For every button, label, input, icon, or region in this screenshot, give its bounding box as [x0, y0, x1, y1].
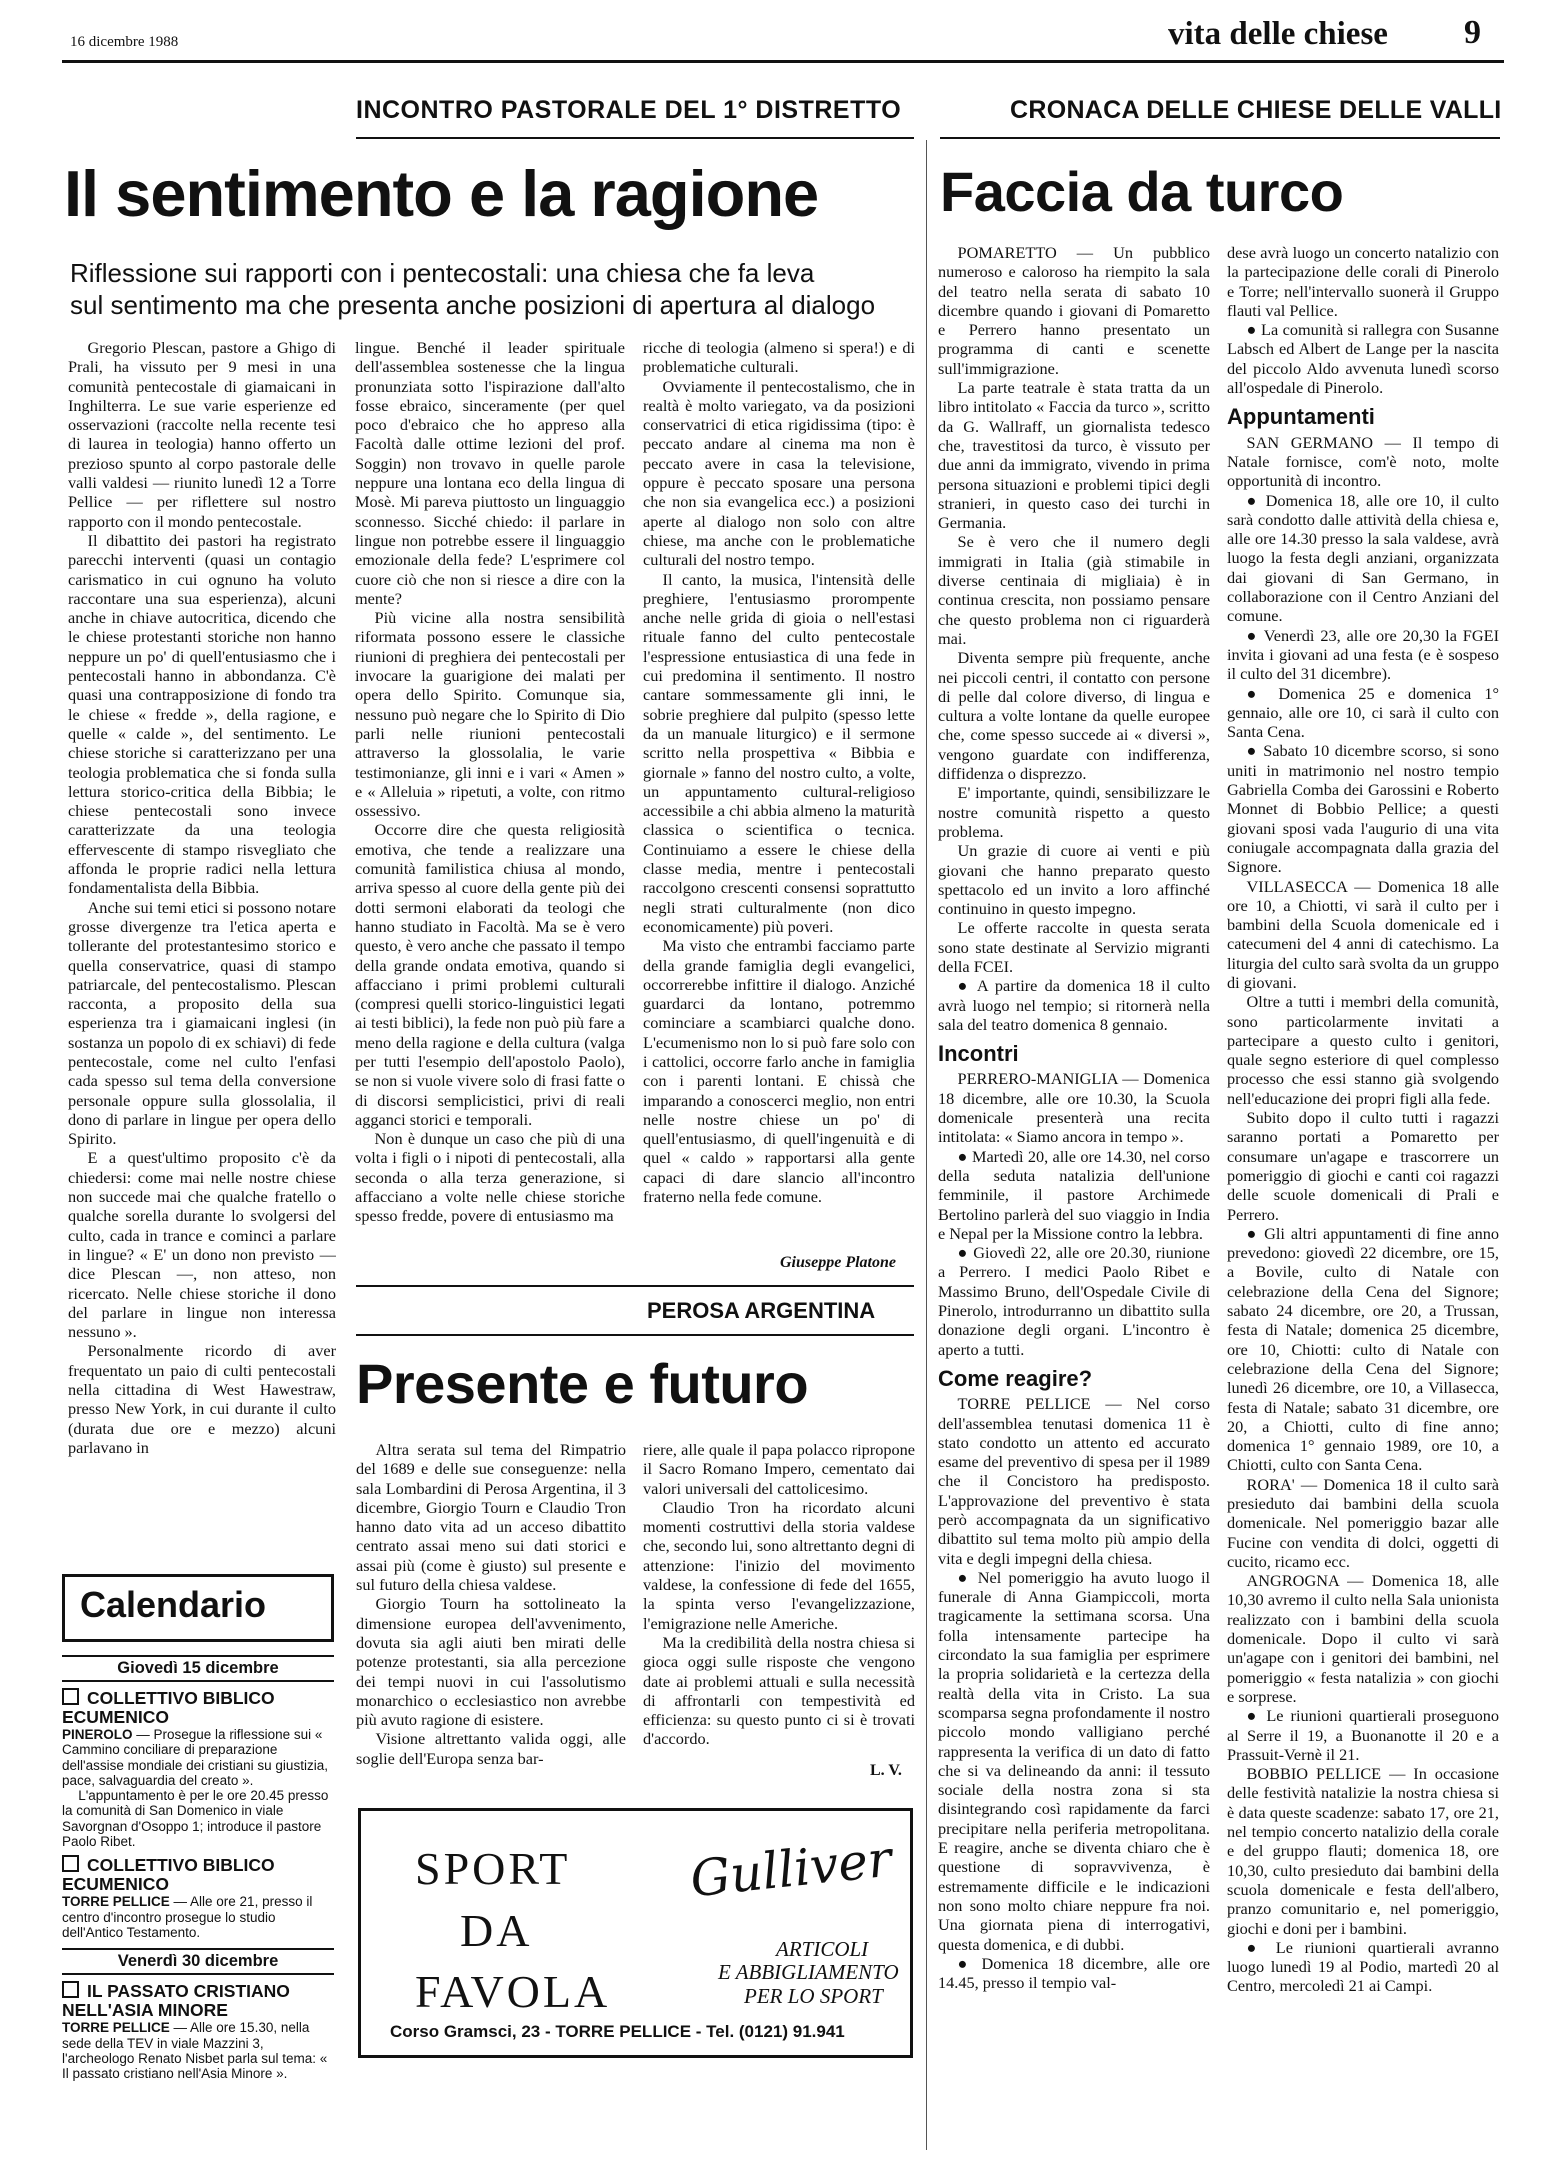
- ad-address: Corso Gramsci, 23 - TORRE PELLICE - Tel. (0121) 91.941: [390, 2022, 845, 2041]
- left-subhead-2: sul sentimento ma che presenta anche posizioni di apertura al dialogo: [70, 290, 876, 320]
- paragraph: TORRE PELLICE — Nel corso dell'assemblea tenutasi domenica 11 è stato condotto un attento ed accurato esame del preventivo di spesa per il 1989 che il Concistoro ha predisposto. L'approvazione del preventivo è stata però accompagnata da un significativo dibattito sul tema molto più ampio della vita e degli impegni della chiesa.: [938, 1394, 1210, 1568]
- paragraph: ● Domenica 25 e domenica 1° gennaio, alle ore 10, ci sarà il culto con Santa Cena.: [1227, 683, 1499, 742]
- left-story-col1: [68, 338, 336, 1560]
- paragraph: Claudio Tron ha ricordato alcuni momenti costruttivi della storia valdese che, secondo lui, sono altrettanto degni di attenzione: l'inizio del movimento valdese, la confessione di fede del 1655, la spinta verso l'evangelizzazione, l'emigrazione nelle Americhe.: [643, 1497, 915, 1633]
- perosa-kicker: PEROSA ARGENTINA: [647, 1298, 876, 1323]
- paragraph: POMARETTO — Un pubblico numeroso e caloroso ha riempito la sala del teatro nella serata di sabato 10 dicembre quando i giovani di Pomaretto e Perrero hanno presentato un programma di canti e scenette sull'immigrazione.: [938, 243, 1210, 378]
- perosa-rule-top: [356, 1285, 914, 1287]
- paragraph: Personalmente ricordo di aver frequentato un paio di culti pentecostali nella cittadina di West Hawestraw, presso New York, in cui durante il culto (durata due ore e mezzo) alcuni parlavano in: [68, 1341, 336, 1457]
- paragraph: Ovviamente il pentecostalismo, che in realtà è molto variegato, va da posizioni conservatrici di etica rigidissima (tipo: è peccato andare al cinema ma non è peccato avere in casa la televisione, oppure è peccato sposare una persona che non sia evangelica ecc.) a posizioni aperte al dialogo non solo con altre chiese, ma anche con le problematiche culturali del nostro tempo.: [643, 376, 915, 570]
- paragraph: Giorgio Tourn ha sottolineato la dimensione europea dell'avvenimento, dovuta sia agli aiuti ben mirati delle potenze protestanti, sia alla percezione dei tempi nuovi in cui l'assolutismo monarchico o ecclesiastico non avrebbe più avuto ragione di esistere.: [356, 1594, 626, 1730]
- paragraph: ● La comunità si rallegra con Susanne Labsch ed Albert de Lange per la nascita del piccolo Aldo avvenuta lunedì scorso all'ospedale di Pinerolo.: [1227, 320, 1499, 398]
- ad-tagline-1: ARTICOLI: [776, 1937, 869, 1961]
- paragraph: Visione altrettanto valida oggi, alle soglie dell'Europa senza bar-: [356, 1729, 626, 1768]
- paragraph: E a quest'ultimo proposito c'è da chiedersi: come mai nelle nostre chiese non succede mai che qualche fratello o qualche sorella durante lo svolgersi del culto, cada in trance e cominci a parlare in lingue? « E' un dono non previsto — dice Plescan —, non atteso, non ricercato. Nelle chiese storiche il dono del parlare in lingue non interessa nessuno ».: [68, 1148, 336, 1342]
- paragraph: dese avrà luogo un concerto natalizio con la partecipazione delle corali di Pinerolo e Torre; nell'intervallo suonerà il Gruppo flauti val Pellice.: [1227, 243, 1499, 320]
- paragraph: ● Le riunioni quartierali proseguono al Serre il 19, a Buonanotte il 20 e a Prassuit-Vernè il 21.: [1227, 1706, 1499, 1764]
- paragraph: Un grazie di cuore ai venti e più giovani che hanno preparato questo spettacolo ed un invito a loro affinché continuino in questo impegno.: [938, 841, 1210, 919]
- left-headline: Il sentimento e la ragione: [64, 157, 819, 230]
- left-kicker: INCONTRO PASTORALE DEL 1° DISTRETTO: [356, 96, 902, 124]
- paragraph: ● Sabato 10 dicembre scorso, si sono uniti in matrimonio nel nostro tempio Gabriella Comba dei Garossini e Roberto Monnet di Bobbio Pellice; a questi giovani sposi vada l'augurio di una vita coniugale accompagnata dalla grazia del Signore.: [1227, 741, 1499, 877]
- paragraph: ● A partire da domenica 18 il culto avrà luogo nel tempio; si ritornerà nella sala del teatro domenica 8 gennaio.: [938, 976, 1210, 1034]
- paragraph: Oltre a tutti i membri della comunità, sono particolarmente invitati a partecipare a questo culto i genitori, quale segno esteriore di quel complesso processo che essi stanno già svolgendo nell'educazione dei propri figli alla fede.: [1227, 992, 1499, 1108]
- paragraph: ● Gli altri appuntamenti di fine anno prevedono: giovedì 22 dicembre, ore 15, a Bovile, culto di Natale con celebrazione della Cena del Signore; sabato 24 dicembre, ore 20, a Trussan, festa di Natale; domenica 25 dicembre, ore 10, Chiotti: culto di Natale con celebrazione della Cena del Signore; lunedì 26 dicembre, ore 10, a Villasecca, festa di Natale; sabato 31 dicembre, ore 20, a Chiotti, culto di fine anno; domenica 1° gennaio 1989, ore 10, a Chiotti, culto con Santa Cena.: [1227, 1223, 1499, 1475]
- paragraph: lingue. Benché il leader spirituale dell'assemblea sostenesse che la lingua pronunziata sotto l'ispirazione dall'alto fosse ebraico, sinceramente (per quel poco d'ebraico che ho appreso alla Facoltà dalle ottime lezioni del prof. Soggin) non trovavo in quelle parole neppure una lontana eco della lingua di Mosè. Mi pareva piuttosto un linguaggio sconnesso. Sicché chiedo: il parlare in lingue non potrebbe essere il linguaggio emozionale della fede? L'esprimere col cuore ciò che non si riesce a dire con la mente?: [355, 338, 625, 608]
- paragraph: ANGROGNA — Domenica 18, alle 10,30 avremo il culto nella Sala unionista realizzato con i bambini della scuola domenicale. Dopo il culto vi sarà un'agape con i genitori dei bambini, nel pomeriggio « festa natalizia » con giochi e sorprese.: [1227, 1571, 1499, 1706]
- left-story-signature: Giuseppe Platone: [780, 1254, 896, 1271]
- calendar-item-body-2: L'appuntamento è per le ore 20.45 presso la comunità di San Domenico in viale Savorgnan d'Osoppo 1; introduce il pastore Paolo Ribet.: [62, 1788, 329, 1850]
- header-section: vita delle chiese: [1168, 16, 1388, 52]
- calendar-item: [62, 1981, 334, 2081]
- calendar-list: [62, 1655, 334, 2155]
- checkbox-icon: [62, 1688, 79, 1705]
- paragraph: BOBBIO PELLICE — In occasione delle festività natalizie la nostra chiesa si è data queste scadenze: sabato 17, ore 21, nel tempio concerto natalizio della corale e del gruppo flauti; domenica 18, ore 10,30, culto presieduto dai bambini della scuola domenicale e festa dell'albero, pranzo comunitario e, nel pomeriggio, giochi e doni per i bambini.: [1227, 1764, 1499, 1938]
- paragraph: E' importante, quindi, sensibilizzare le nostre comunità rispetto a questo problema.: [938, 783, 1210, 841]
- ad-line-1: SPORT: [415, 1843, 571, 1894]
- calendar-item-title-text: IL PASSATO CRISTIANO NELL'ASIA MINORE: [62, 1981, 290, 2021]
- column-rule-center: [926, 140, 927, 2150]
- perosa-signature: L. V.: [870, 1762, 902, 1779]
- paragraph: Gregorio Plescan, pastore a Ghigo di Prali, ha vissuto per 9 mesi in una comunità pentecostale di giamaicani in Inghilterra. Le sue varie esperienze ed osservazioni (raccolte nella recente tesi di laurea in teologia) hanno offerto un prezioso spunto al corpo pastorale delle valli valdesi — riunito lunedì 12 a Torre Pellice — per riflettere sul nostro rapporto con il mondo pentecostale.: [68, 338, 336, 531]
- paragraph: ● Domenica 18, alle ore 10, il culto sarà condotto dalle attività della chiesa e, alle ore 14.30 presso la sala valdese, avrà luogo la festa degli anziani, organizzata dai giovani di San Germano, in collaborazione con il Centro Anziani del comune.: [1227, 490, 1499, 626]
- calendar-day: Venerdì 30 dicembre: [62, 1948, 334, 1975]
- paragraph: ● Domenica 18 dicembre, alle ore 14.45, presso il tempio val-: [938, 1953, 1210, 1993]
- right-story-col2: [1227, 243, 1499, 2153]
- paragraph: Occorre dire che questa religiosità emotiva, che tende a realizzare una comunità familistica chiusa al mondo, arriva spesso al cuore della gente più dei dotti sermoni elaborati da teologi che hanno studiato in Facoltà. Ma se è vero questo, è vero anche che passato il tempo della grande ondata emotiva, quando si affacciano i primi problemi culturali (compresi quelli storico-linguistici legati ai testi biblici), la fede non può più fare a meno della ragione e della cultura (valga per tutti l'esempio dell'apostolo Paolo), se non si vuole vivere solo di frasi fatte o di discorsi semplicistici, privi di reali agganci storici e temporali.: [355, 820, 625, 1129]
- ad-line-3: FAVOLA: [415, 1966, 611, 2017]
- calendar-item-body: — Alle ore 15.30, nella sede della TEV in viale Mazzini 3, l'archeologo Renato Nisbet parla sul tema: « Il passato cristiano nell'Asia Minore ».: [62, 2020, 328, 2082]
- right-headline: Faccia da turco: [940, 160, 1344, 223]
- calendar-title: Calendario: [80, 1584, 267, 1625]
- right-kicker: CRONACA DELLE CHIESE DELLE VALLI: [1010, 96, 1502, 124]
- paragraph: ● Nel pomeriggio ha avuto luogo il funerale di Anna Giampiccoli, morta tragicamente la settimana scorsa. Una folla intensamente partecipe ha circondato la sua famiglia per esprimere la propria solidarietà e la certezza della realtà della vita in Cristo. La sua scomparsa segna profondamente il nostro piccolo mondo valligiano perché rappresenta la verifica di un dato di fatto che si va delineando da anni: il tessuto sociale della nostra zona si sta disintegrando così rapidamente da farci precipitare nella periferia metropolitana. E reagire, anche se diventa chiaro che è questione di sopravvivenza, è estremamente difficile e le indicazioni non sono molto chiare neppure fra noi. Una giornata piena di interrogativi, questa domenica, e di dubbi.: [938, 1567, 1210, 1954]
- calendar-item-text: [62, 1894, 334, 1940]
- calendar-item-title-text: COLLETTIVO BIBLICO ECUMENICO: [62, 1688, 275, 1727]
- paragraph: ● Martedì 20, alle ore 14.30, nel corso della seduta natalizia dell'unione femminile, il pastore Archimede Bertolino parlerà del suo viaggio in India e Nepal per la Missione contro la lebbra.: [938, 1146, 1210, 1243]
- left-story-col2: [355, 338, 625, 1238]
- calendar-item: [62, 1855, 334, 1940]
- checkbox-icon: [62, 1981, 79, 1998]
- calendar-item-title: [62, 1688, 334, 1727]
- paragraph: PERRERO-MANIGLIA — Domenica 18 dicembre, alle ore 10.30, la Scuola domenicale presenterà una recita intitolata: « Siamo ancora in tempo ».: [938, 1069, 1210, 1147]
- ad-line-2: DA: [460, 1905, 533, 1956]
- perosa-rule-bottom: [356, 1334, 914, 1336]
- paragraph: Il canto, la musica, l'intensità delle preghiere, l'entusiasmo prorompente anche nelle grida di gioia o nell'estasi rituale fanno del culto pentecostale l'espressione entusiastica di una fede in cui predomina il sentimento. Il nostro cantare sommessamente gli inni, le sobrie preghiere dal pulpito (spesso lette da un manuale liturgico) e il sermone scritto nella prospettiva « Bibbia e giornale » fanno del nostro culto, a volte, un appuntamento cultural-religioso accessibile a chi abbia almeno la maturità classica o scientifica o tecnica. Continuiamo a essere le chiese della classe media, mentre i pentecostali raccolgono crescenti consensi soprattutto negli strati culturalmente (non dico economicamente) più poveri.: [643, 569, 915, 936]
- perosa-col2: [643, 1440, 915, 1758]
- paragraph: Il dibattito dei pastori ha registrato parecchi interventi (quasi un contagio carismatico in cui ognuno ha voluto raccontare una sua esperienza), alcuni anche in chiave autocritica, dicendo che le chiese protestanti storiche non hanno neppure un po' di quell'entusiasmo che i pentecostali hanno in abbondanza. C'è quasi una contrapposizione di fondo tra le chiese « fredde », della ragione, e quelle « calde », del sentimento. Le chiese storiche si caratterizzano per una teologia problematica che si fonda sulla lettura storico-critica della Bibbia; le chiese pentecostali sono invece caratterizzate da una teologia effervescente di stampo risvegliato che affonda le proprie radici nella lettura fondamentalista della Bibbia.: [68, 530, 336, 898]
- paragraph: Ma visto che entrambi facciamo parte della grande famiglia degli evangelici, occorrerebbe infittire il dialogo. Anziché guardarci da lontano, potremmo cominciare a scambiarci qualche dono. L'ecumenismo non lo si può fare solo con i cattolici, occorre farlo anche in famiglia con i parenti lontani. E chissà che imparando a conoscerci meglio, non entri nelle nostre chiese un po' di quell'entusiasmo, di quell'ingenuità e di quel « caldo » rapportarsi alla gente capaci di dare slancio all'incontro fraterno nella fede comune.: [643, 936, 915, 1207]
- perosa-col1: [356, 1440, 626, 1782]
- paragraph: ● Venerdì 23, alle ore 20,30 la FGEI invita i giovani ad una festa (e è sospeso il culto del 31 dicembre).: [1227, 625, 1499, 684]
- left-story-col3: [643, 338, 915, 1252]
- calendar-item-place: PINEROLO: [62, 1727, 133, 1742]
- paragraph: RORA' — Domenica 18 il culto sarà presieduto dai bambini della scuola domenicale. Nel pomeriggio bazar alle Fucine con vendita di dolci, oggetti di cucito, ricamo ecc.: [1227, 1474, 1499, 1571]
- calendar-item-title: [62, 1981, 334, 2020]
- incontri-heading: Incontri: [938, 1041, 1019, 1067]
- paragraph: Altra serata sul tema del Rimpatrio del 1689 e delle sue conseguenze: nella sala Lombardini di Perosa Argentina, il 3 dicembre, Giorgio Tourn e Claudio Tron hanno dato vita ad un acceso dibattito centrato assai meno sui dati storici e assai più (come è giusto) sul presente e sul futuro della chiesa valdese.: [356, 1440, 626, 1595]
- appuntamenti-heading: Appuntamenti: [1227, 404, 1375, 430]
- ad-brand-logo: Gulliver: [687, 1829, 895, 1909]
- paragraph: Subito dopo il culto tutti i ragazzi saranno portati a Pomaretto per consumare un'agape e trascorrere un pomeriggio di giochi e canti coi ragazzi delle scuole domenicali di Prali e Perrero.: [1227, 1108, 1499, 1224]
- ad-tagline-2: E ABBIGLIAMENTO: [718, 1960, 899, 1984]
- paragraph: Anche sui temi etici si possono notare grosse divergenze tra l'etica aperta e tollerante del protestantesimo storico e quella conservatrice, quasi di stampo patriarcale, del pentecostalismo. Plescan racconta, a proposito della sua esperienza tra i giamaicani inglesi (in sostanza un popolo di ex schiavi) di fede pentecostale, come nel culto l'enfasi cada spesso sul tema della conversione personale oppure sulla glossolalia, il dono di parlare in lingue per opera dello Spirito.: [68, 897, 336, 1149]
- paragraph: Più vicine alla nostra sensibilità riformata possono essere le classiche riunioni di preghiera dei pentecostali per invocare la guarigione dei malati per opera dello Spirito. Comunque sia, nessuno può negare che lo Spirito di Dio parli nelle riunioni pentecostali attraverso la glossolalia, le varie testimonianze, gli inni e i vari « Amen » e « Alleluia » ripetuti, a volte, con ritmo ossessivo.: [355, 608, 625, 821]
- calendar-item-body: — Prosegue la riflessione sui « Cammino conciliare di preparazione dell'assise mondiale dei cristiani su giustizia, pace, salvaguardia del creato ».: [62, 1727, 328, 1788]
- calendar-item-title-text: COLLETTIVO BIBLICO ECUMENICO: [62, 1855, 275, 1895]
- paragraph: La parte teatrale è stata tratta da un libro intitolato « Faccia da turco », scritto da G. Wallraff, un giornalista tedesco che, travestitosi da turco, è vissuto per due anni da immigrato, vivendo in prima persona situazioni e problemi tipici degli stranieri, in questo caso dei turchi in Germania.: [938, 378, 1210, 533]
- calendar-day: Giovedì 15 dicembre: [62, 1655, 334, 1682]
- header-date: 16 dicembre 1988: [70, 34, 179, 50]
- paragraph: riere, alle quale il papa polacco ripropone il Sacro Romano Impero, cementato dai valori universali del cattolicesimo.: [643, 1440, 915, 1498]
- header-rule: [62, 60, 1504, 63]
- ad-tagline-3: PER LO SPORT: [744, 1984, 883, 2008]
- calendar-item-text: [62, 2020, 334, 2081]
- paragraph: Diventa sempre più frequente, anche nei piccoli centri, il contatto con persone di pelle dal colore diverso, di lingua e cultura a volte lontane da quelle europee che, come spesso succede ai « diversi », vengono guardate con indifferenza, diffidenza o disprezzo.: [938, 648, 1210, 784]
- paragraph: VILLASECCA — Domenica 18 alle ore 10, a Chiotti, vi sarà il culto per i bambini della Scuola domenicale ed i catecumeni del 4 anni di catechismo. La liturgia del culto sarà svolta da un gruppo di giovani.: [1227, 876, 1499, 992]
- calendar-item-title: [62, 1855, 334, 1894]
- paragraph: Non è dunque un caso che più di una volta i figli o i nipoti di pentecostali, alla seconda o alla terza generazione, si affacciano a volte nelle chiese storiche spesso fredde, povere di entusiasmo ma: [355, 1129, 625, 1226]
- right-story-col1: [938, 243, 1210, 2143]
- paragraph: ● Giovedì 22, alle ore 20.30, riunione a Perrero. I medici Paolo Ribet e Massimo Bruno, dell'Ospedale Civile di Pinerolo, introdurranno un dibattito sulla donazione degli organi. L'incontro è aperto a tutti.: [938, 1243, 1210, 1359]
- paragraph: ricche di teologia (almeno si spera!) e di problematiche culturali.: [643, 338, 915, 377]
- paragraph: ● Le riunioni quartierali avranno luogo lunedì 19 al Podio, martedì 20 al Centro, mercoledì 21 ai Campi.: [1227, 1937, 1499, 1996]
- checkbox-icon: [62, 1855, 79, 1872]
- calendar-item-text: [62, 1727, 334, 1788]
- calendar-item-body: — Alle ore 21, presso il centro d'incontro prosegue lo studio dell'Antico Testamento.: [62, 1894, 313, 1940]
- calendar-item-place: TORRE PELLICE: [62, 2020, 170, 2036]
- left-subhead-1: Riflessione sui rapporti con i pentecostali: una chiesa che fa leva: [70, 258, 815, 288]
- calendar-item-place: TORRE PELLICE: [62, 1894, 170, 1910]
- paragraph: Ma la credibilità della nostra chiesa si gioca oggi sulle risposte che vengono date ai problemi attuali e sulla necessità di affrontarli con tempestività ed efficienza: su questo punto ci si è trovati d'accordo.: [643, 1632, 915, 1749]
- perosa-headline: Presente e futuro: [356, 1352, 809, 1415]
- paragraph: Se è vero che il numero degli immigrati in Italia (già stimabile in diverse centinaia di migliaia) è in continua crescita, non possiamo pensare che questo problema non ci riguarderà mai.: [938, 532, 1210, 648]
- header-page-number: 9: [1464, 14, 1481, 51]
- calendar-item: [62, 1688, 334, 1849]
- right-kicker-rule: [940, 137, 1500, 139]
- left-kicker-rule: [356, 137, 914, 139]
- paragraph: SAN GERMANO — Il tempo di Natale fornisce, com'è noto, molte opportunità di incontro.: [1227, 432, 1499, 491]
- reagire-heading: Come reagire?: [938, 1365, 1093, 1391]
- paragraph: Le offerte raccolte in questa serata sono state destinate al Servizio migranti della FCEI.: [938, 918, 1210, 976]
